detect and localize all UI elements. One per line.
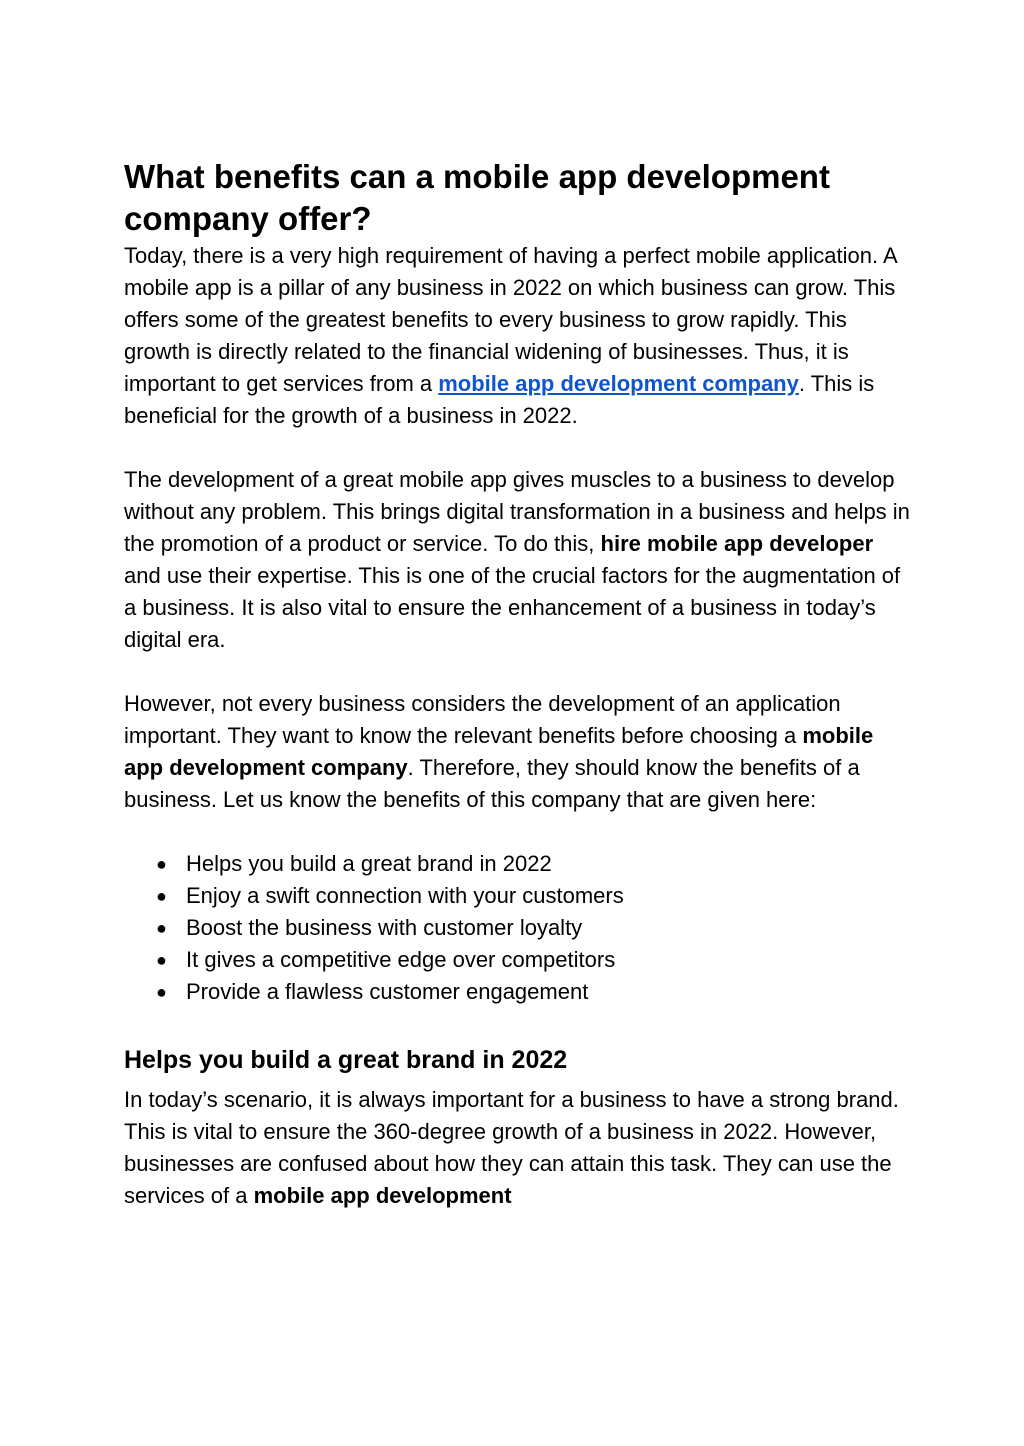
paragraph-spacer — [124, 816, 914, 848]
list-item — [156, 944, 914, 976]
section-spacer — [124, 1008, 914, 1044]
bullet-icon: ● — [156, 886, 167, 906]
heading-spacer — [124, 1076, 914, 1084]
development-text: The development of a great mobile app gives muscles to a business to develop without any problem. This brings digital transformation in a business and helps in the promotion of a product or service. To do this, — [124, 467, 910, 556]
bullet-icon: ● — [156, 854, 167, 874]
intro-text-end: . This is beneficial for the growth of a business in 2022. — [124, 371, 875, 428]
development-paragraph — [124, 464, 914, 656]
list-item-text: Boost the business with customer loyalty — [186, 915, 583, 940]
benefits-intro-paragraph — [124, 688, 914, 816]
bullet-icon: ● — [156, 982, 167, 1002]
page-title-line1: What benefits can a mobile app development — [124, 158, 830, 195]
brand-text: In today’s scenario, it is always important for a business to have a strong brand. This is vital to ensure the 360-degree growth of a business in 2022. However, businesses are confused about how they can attain this task. They can use the services of a — [124, 1087, 899, 1208]
benefits-intro-text-end: . Therefore, they should know the benefits of a business. Let us know the benefits of this company that are given here: — [124, 755, 860, 812]
mobile-app-development-company-link[interactable]: mobile app development company — [438, 371, 799, 396]
bullet-icon: ● — [156, 950, 167, 970]
list-item-text: It gives a competitive edge over competitors — [186, 947, 616, 972]
list-item — [156, 848, 914, 880]
bullet-icon: ● — [156, 918, 167, 938]
intro-text: Today, there is a very high requirement of having a perfect mobile application. A mobile app is a pillar of any business in 2022 on which business can grow. This offers some of the greatest benefits to every business to grow rapidly. This growth is directly related to the financial widening of businesses. Thus, it is important to get services from a — [124, 243, 897, 396]
list-item — [156, 880, 914, 912]
company-bold: mobile app development company — [124, 723, 874, 780]
list-item-text: Provide a flawless customer engagement — [186, 979, 589, 1004]
brand-paragraph — [124, 1084, 914, 1212]
development-text-end: and use their expertise. This is one of the crucial factors for the augmentation of a business. It is also vital to ensure the enhancement of a business in today’s digital era. — [124, 563, 901, 652]
paragraph-spacer — [124, 432, 914, 464]
benefits-list — [124, 848, 914, 1008]
section-heading: Helps you build a great brand in 2022 — [124, 1046, 568, 1074]
intro-paragraph — [124, 240, 914, 432]
benefits-intro-text: However, not every business considers the development of an application important. They want to know the relevant benefits before choosing a — [124, 691, 841, 748]
page-title-line2: company offer? — [124, 200, 372, 237]
list-item-text: Helps you build a great brand in 2022 — [186, 851, 552, 876]
list-item — [156, 976, 914, 1008]
list-item — [156, 912, 914, 944]
hire-developer-bold: hire mobile app developer — [600, 531, 874, 556]
paragraph-spacer — [124, 656, 914, 688]
brand-bold: mobile app development — [253, 1183, 512, 1208]
page-title — [124, 156, 914, 240]
list-item-text: Enjoy a swift connection with your customers — [186, 883, 624, 908]
document-page — [124, 156, 914, 1212]
